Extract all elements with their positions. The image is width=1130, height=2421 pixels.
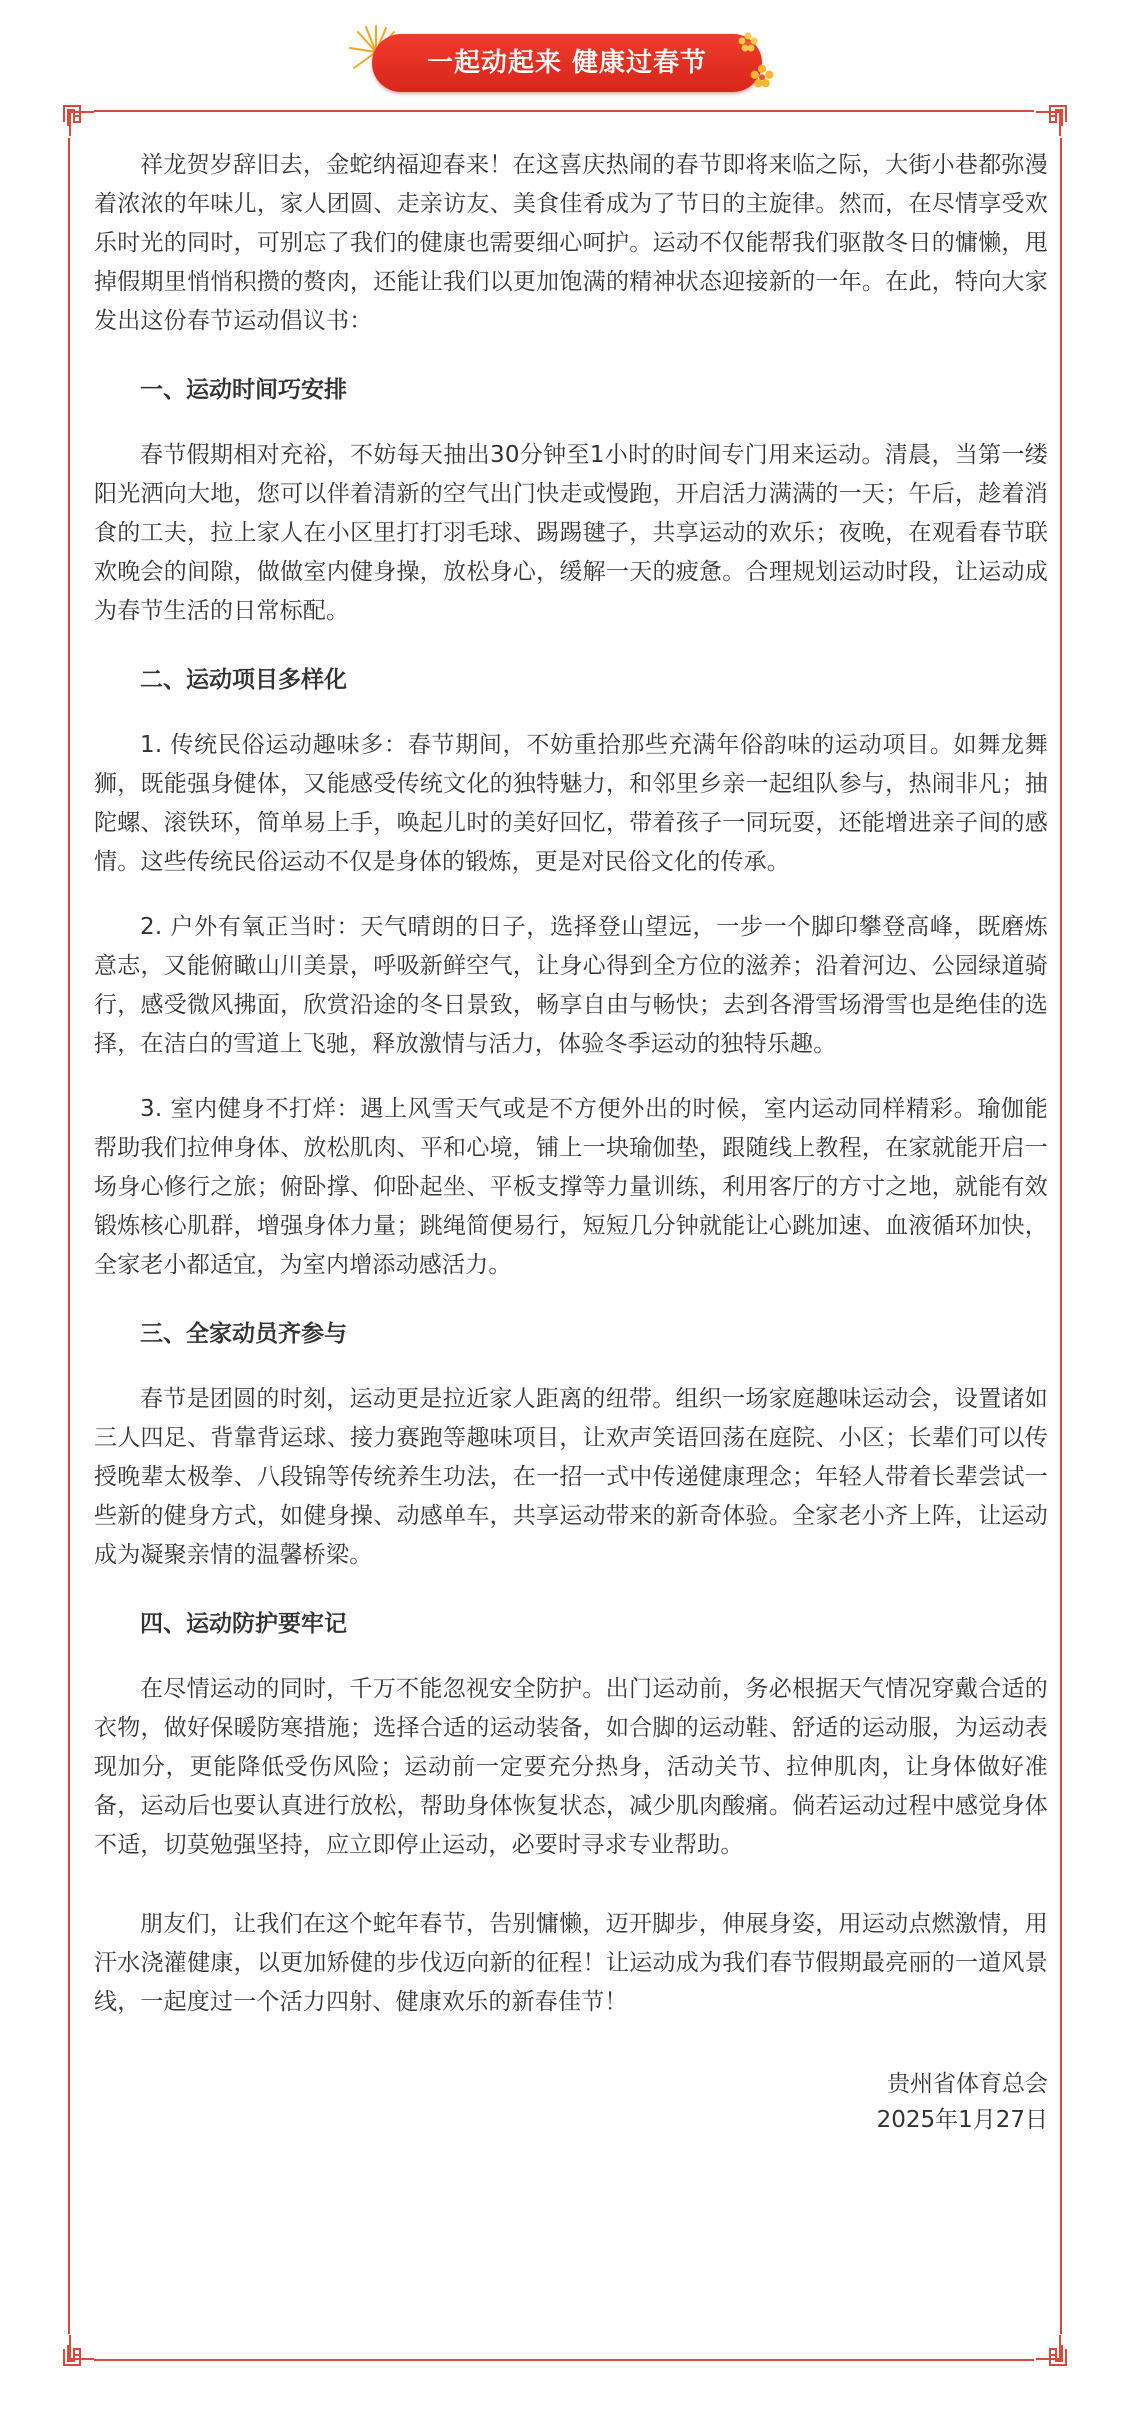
intro-paragraph: 祥龙贺岁辞旧去，金蛇纳福迎春来！在这喜庆热闹的春节即将来临之际，大街小巷都弥漫着浓浓的年味儿，家人团圆、走亲访友、美食佳肴成为了节日的主旋律。然而，在尽情享受欢乐时光的同时，可别忘了我们的健康也需要细心呵护。运动不仅能帮我们驱散冬日的慵懒，甩掉假期里悄悄积攒的赘肉，还能让我们以更加饱满的精神状态迎接新的一年。在此，特向大家发出这份春节运动倡议书： [94, 152, 1048, 334]
corner-knot-icon-bottom-right [1034, 2333, 1070, 2369]
corner-knot-icon-bottom-left [60, 2333, 96, 2369]
section-heading-safety: 四、运动防护要牢记 [140, 1611, 347, 1637]
section-paragraph-outdoor: 2. 户外有氧正当时：天气晴朗的日子，选择登山望远，一步一个脚印攀登高峰，既磨炼意志，又能俯瞰山川美景，呼吸新鲜空气，让身心得到全方位的滋养；沿着河边、公园绿道骑行，感受微风拂面，欣赏沿途的冬日景致，畅享自由与畅快；去到各滑雪场滑雪也是绝佳的选择，在洁白的雪道上飞驰，释放激情与活力，体验冬季运动的独特乐趣。 [94, 914, 1048, 1057]
plum-blossom-icon-2 [750, 64, 774, 88]
section-heading-time: 一、运动时间巧安排 [140, 377, 347, 403]
section-heading-family: 三、全家动员齐参与 [140, 1321, 347, 1347]
corner-knot-icon-top-left [60, 102, 96, 138]
section-paragraph-indoor: 3. 室内健身不打烊：遇上风雪天气或是不方便外出的时候，室内运动同样精彩。瑜伽能帮助我们拉伸身体、放松肌肉、平和心境，铺上一块瑜伽垫，跟随线上教程，在家就能开启一场身心修行之旅；俯卧撑、仰卧起坐、平板支撑等力量训练，利用客厅的方寸之地，就能有效锻炼核心肌群，增强身体力量；跳绳简便易行，短短几分钟就能让心跳加速、血液循环加快，全家老小都适宜，为室内增添动感活力。 [94, 1096, 1048, 1278]
signature-date: 2025年1月27日 [876, 2107, 1048, 2133]
section-paragraph-folk: 1. 传统民俗运动趣味多：春节期间，不妨重拾那些充满年俗韵味的运动项目。如舞龙舞狮，既能强身健体，又能感受传统文化的独特魅力，和邻里乡亲一起组队参与，热闹非凡；抽陀螺、滚铁环，简单易上手，唤起儿时的美好回忆，带着孩子一同玩耍，还能增进亲子间的感情。这些传统民俗运动不仅是身体的锻炼，更是对民俗文化的传承。 [94, 732, 1048, 875]
title-banner [346, 30, 774, 96]
closing-paragraph: 朋友们，让我们在这个蛇年春节，告别慵懒，迈开脚步，伸展身姿，用运动点燃激情，用汗水浇灌健康，以更加矫健的步伐迈向新的征程！让运动成为我们春节假期最亮丽的一道风景线，一起度过一个活力四射、健康欢乐的新春佳节！ [94, 1911, 1048, 2015]
plum-blossom-icon [738, 32, 758, 52]
section-paragraph-safety: 在尽情运动的同时，千万不能忽视安全防护。出门运动前，务必根据天气情况穿戴合适的衣物，做好保暖防寒措施；选择合适的运动装备，如合脚的运动鞋、舒适的运动服，为运动表现加分，更能降低受伤风险；运动前一定要充分热身，活动关节、拉伸肌肉，让身体做好准备，运动后也要认真进行放松，帮助身体恢复状态，减少肌肉酸痛。倘若运动过程中感觉身体不适，切莫勉强坚持，应立即停止运动，必要时寻求专业帮助。 [94, 1676, 1048, 1858]
frame-left-line [68, 138, 70, 2334]
article-body [94, 110, 1048, 2138]
signature-organization: 贵州省体育总会 [887, 2071, 1048, 2097]
frame-bottom-line [94, 2359, 1034, 2361]
banner-title: 一起动起来 健康过春节 [426, 48, 708, 78]
section-heading-variety: 二、运动项目多样化 [140, 667, 347, 693]
frame-right-line [1060, 138, 1062, 2334]
section-paragraph-time: 春节假期相对充裕，不妨每天抽出30分钟至1小时的时间专门用来运动。清晨，当第一缕阳光洒向大地，您可以伴着清新的空气出门快走或慢跑，开启活力满满的一天；午后，趁着消食的工夫，拉上家人在小区里打打羽毛球、踢踢毽子，共享运动的欢乐；夜晚，在观看春节联欢晚会的间隙，做做室内健身操，放松身心，缓解一天的疲惫。合理规划运动时段，让运动成为春节生活的日常标配。 [94, 442, 1048, 624]
section-paragraph-family: 春节是团圆的时刻，运动更是拉近家人距离的纽带。组织一场家庭趣味运动会，设置诸如三人四足、背靠背运球、接力赛跑等趣味项目，让欢声笑语回荡在庭院、小区；长辈们可以传授晚辈太极拳、八段锦等传统养生功法，在一招一式中传递健康理念；年轻人带着长辈尝试一些新的健身方式，如健身操、动感单车，共享运动带来的新奇体验。全家老小齐上阵，让运动成为凝聚亲情的温馨桥梁。 [94, 1386, 1048, 1568]
